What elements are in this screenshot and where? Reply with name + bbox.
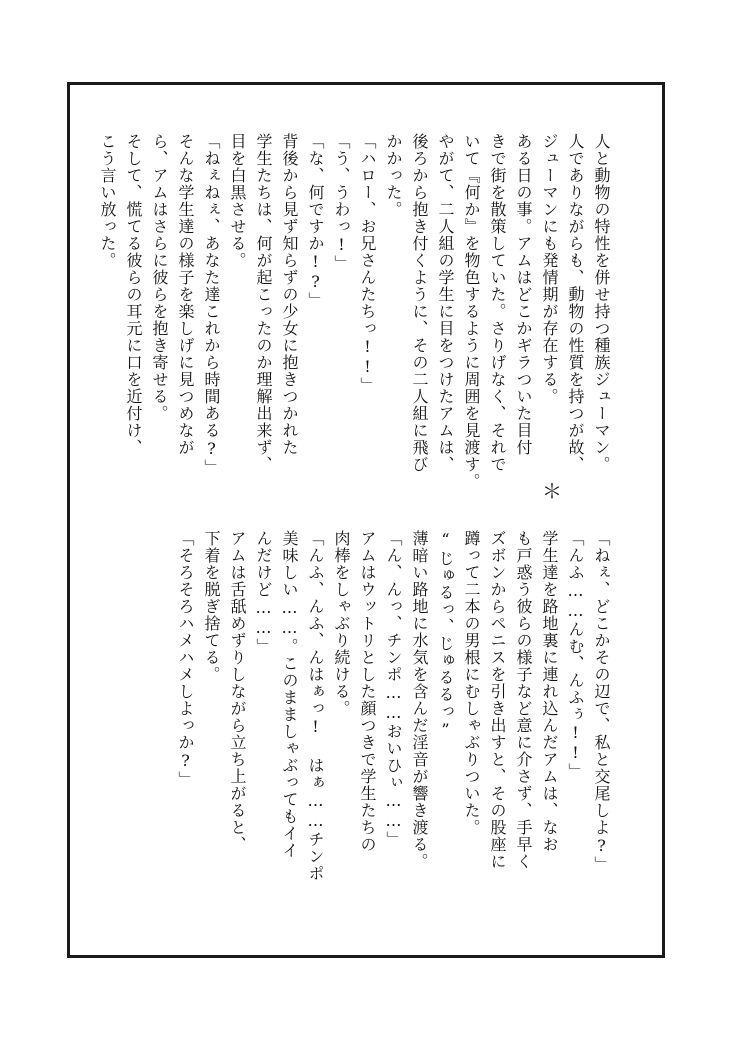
text-line: 「ねぇ、どこかその辺で、私と交尾しよ?」 bbox=[592, 530, 611, 873]
text-line: ズボンからペニスを引き出すと、その股座に bbox=[488, 530, 507, 870]
text-line: 「んふ……んむ、んふぅ!!」 bbox=[566, 530, 585, 780]
text-line: 学生たちは、何が起こったのか理解出来ず、 bbox=[254, 133, 273, 473]
text-line: やがて、二人組の学生に目をつけたアムは、 bbox=[436, 133, 455, 473]
text-line: そして、慌てる彼らの耳元に口を近付け、 bbox=[124, 133, 143, 456]
text-line: アムはウットリとした顔つきで学生たちの bbox=[358, 530, 377, 853]
text-line: 人と動物の特性を併せ持つ種族ジューマン。 bbox=[592, 133, 611, 473]
text-line: 目を白黒させる。 bbox=[228, 133, 247, 269]
text-line: 肉棒をしゃぶり続ける。 bbox=[332, 530, 351, 717]
text-line: 人でありながらも、動物の性質を持つが故、 bbox=[566, 133, 585, 473]
text-line: 「ねぇねぇ、あなた達これから時間ある?」 bbox=[202, 133, 221, 476]
text-line: 「んふ、んふ、んはぁっ! はぁ……チンポ bbox=[306, 530, 325, 882]
text-line: 薄暗い路地に水気を含んだ淫音が響き渡る。 bbox=[410, 530, 429, 870]
text-line: ジューマンにも発情期が存在する。 bbox=[540, 133, 559, 405]
text-line: 「そろそろハメハメしよっか?」 bbox=[176, 530, 195, 788]
text-line: 「う、うわっ!」 bbox=[332, 133, 351, 272]
text-line: 「な、何ですか!?」 bbox=[306, 133, 325, 309]
text-line: 下着を脱ぎ捨てる。 bbox=[202, 530, 221, 683]
text-line: 美味しい……。このまましゃぶってもイイ bbox=[280, 530, 299, 859]
text-line: 後ろから抱き付くように、その二人組に飛び bbox=[410, 133, 429, 473]
text-line: “じゅるっ、じゅるるっ” bbox=[436, 530, 455, 740]
text-line: 学生達を路地裏に連れ込んだアムは、なお bbox=[540, 530, 559, 853]
text-line: アムは舌舐めずりしながら立ち上がると、 bbox=[228, 530, 247, 853]
text-line: きで街を散策していた。さりげなく、それで bbox=[488, 133, 507, 473]
text-line: も戸惑う彼らの様子など意に介さず、手早く bbox=[514, 530, 533, 870]
section-separator: ＊ bbox=[542, 479, 562, 503]
text-line: 「ん、んっ、チンポ……おいひぃ……」 bbox=[384, 530, 403, 848]
text-line: そんな学生達の様子を楽しげに見つめなが bbox=[176, 133, 195, 456]
bottom-text-block bbox=[172, 530, 614, 930]
text-line: 「ハロー、お兄さんたちっ!!」 bbox=[358, 133, 377, 394]
text-line: かかった。 bbox=[384, 133, 403, 218]
text-line: ある日の事。アムはどこかギラついた目付 bbox=[514, 133, 533, 456]
text-line: 蹲って二本の男根にむしゃぶりついた。 bbox=[462, 530, 481, 836]
top-text-block bbox=[94, 133, 614, 523]
text-line: ら、アムはさらに彼らを抱き寄せる。 bbox=[150, 133, 169, 422]
text-line: こう言い放った。 bbox=[98, 133, 117, 269]
text-line: んだけど……」 bbox=[254, 530, 273, 655]
text-line: 背後から見ず知らずの少女に抱きつかれた bbox=[280, 133, 299, 456]
text-line: いて『何か』を物色するように周囲を見渡す。 bbox=[462, 133, 481, 490]
page-frame bbox=[67, 82, 665, 958]
